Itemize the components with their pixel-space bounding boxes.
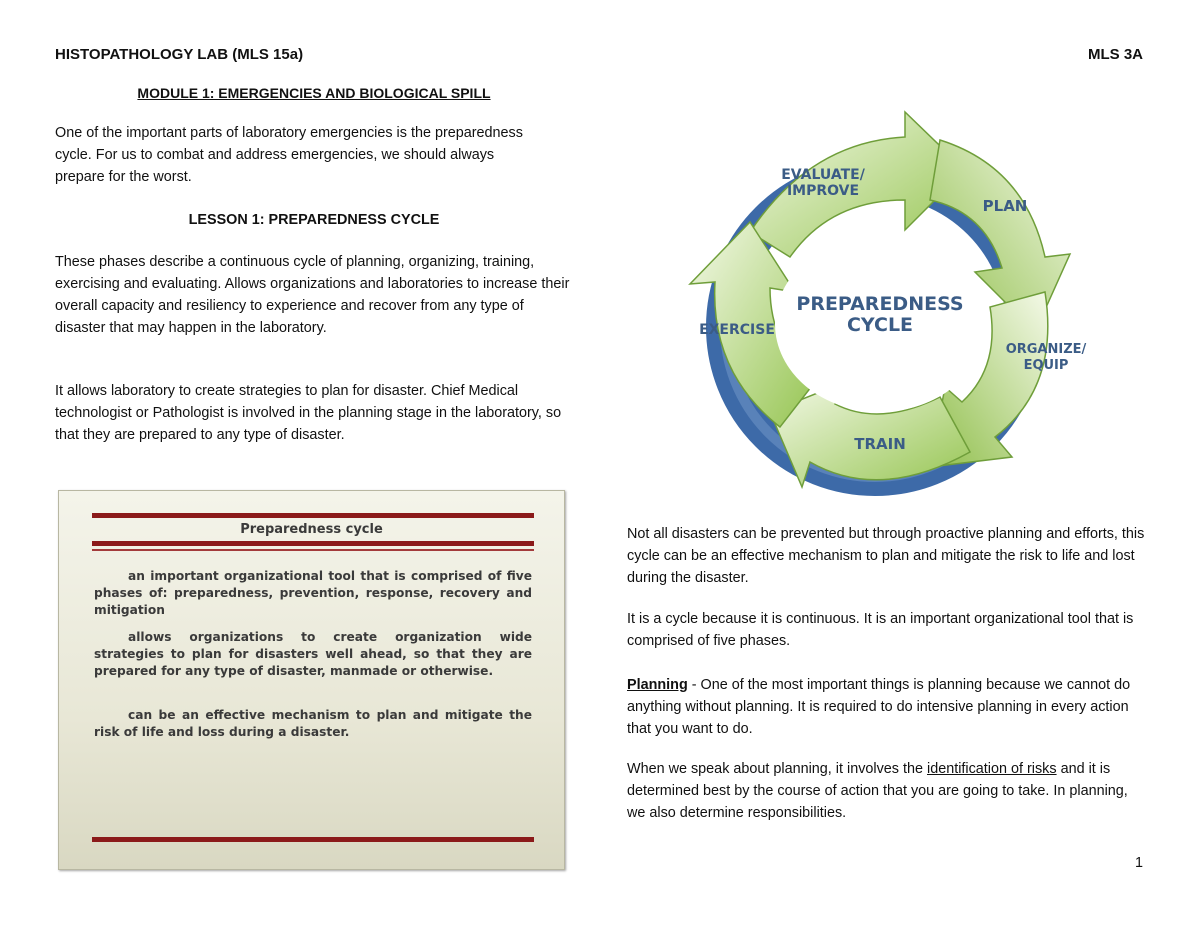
risk-paragraph: When we speak about planning, it involves the identification of risks and it is determined best by the course of action that you are going to take. In planning, we also determine responsibilities.	[627, 761, 1128, 821]
slide-title-rule	[92, 541, 534, 546]
slide-thin-rule	[92, 549, 534, 551]
organize-label: ORGANIZE/	[1005, 342, 1087, 357]
phases-paragraph: These phases describe a continuous cycle of planning, organizing, training, exercising and evaluating. Allows organizations and laboratories to increase their overall capacity and resiliency to experience and recover from any type of disaster that may happen in the laboratory.	[55, 254, 570, 336]
risk-term: identification of risks	[927, 761, 1057, 777]
organize-label: EQUIP	[1023, 358, 1069, 373]
slide-top-rule	[92, 513, 534, 518]
evaluate-label: IMPROVE	[786, 183, 860, 199]
exercise-label: EXERCISE	[699, 322, 775, 338]
module-title: MODULE 1: EMERGENCIES AND BIOLOGICAL SPILL	[137, 85, 491, 101]
slide-title: Preparedness cycle	[240, 522, 383, 537]
slide-point: can be an effective mechanism to plan and mitigate the risk of life and loss during a disaster.	[94, 708, 532, 739]
planning-paragraph	[627, 674, 1147, 740]
document-header-title: HISTOPATHOLOGY LAB (MLS 15a)	[55, 46, 304, 63]
slide-point: an important organizational tool that is comprised of five phases of: preparedness, prevention, response, recovery and mitigation	[94, 569, 532, 617]
right-paragraph-2: It is a cycle because it is continuous. It is an important organizational tool that is comprised of five phases.	[627, 611, 1134, 649]
intro-paragraph: One of the important parts of laboratory emergencies is the preparedness cycle. For us to combat and address emergencies, we should always prepare for the worst.	[55, 125, 523, 185]
page-number: 1	[1134, 855, 1143, 871]
document-header-section: MLS 3A	[1087, 46, 1143, 63]
right-paragraph-1: Not all disasters can be prevented but through proactive planning and efforts, this cycle can be an effective mechanism to plan and mitigate the risk to life and lost during the disaster.	[627, 526, 1145, 586]
preparedness-slide-image	[58, 490, 565, 870]
slide-point: allows organizations to create organization wide strategies to plan for disasters well ahead, so that they are prepared for any type of disaster, manmade or otherwise.	[94, 630, 532, 678]
planning-text: - One of the most important things is planning because we cannot do anything without planning. It is required to do intensive planning in every action that you want to do.	[627, 677, 1131, 737]
center-label: CYCLE	[846, 314, 914, 336]
slide-bottom-rule	[92, 837, 534, 842]
planning-term: Planning	[627, 677, 688, 693]
evaluate-label: EVALUATE/	[781, 167, 865, 183]
plan-label: PLAN	[982, 197, 1028, 215]
preparedness-cycle-diagram	[640, 82, 1120, 512]
train-label: TRAIN	[854, 435, 906, 453]
lesson-title: LESSON 1: PREPAREDNESS CYCLE	[188, 212, 440, 228]
strategies-paragraph: It allows laboratory to create strategies to plan for disaster. Chief Medical technologist or Pathologist is involved in the planning stage in the laboratory, so that they are prepared to any type of disaster.	[55, 383, 562, 443]
center-label: PREPAREDNESS	[796, 293, 964, 315]
